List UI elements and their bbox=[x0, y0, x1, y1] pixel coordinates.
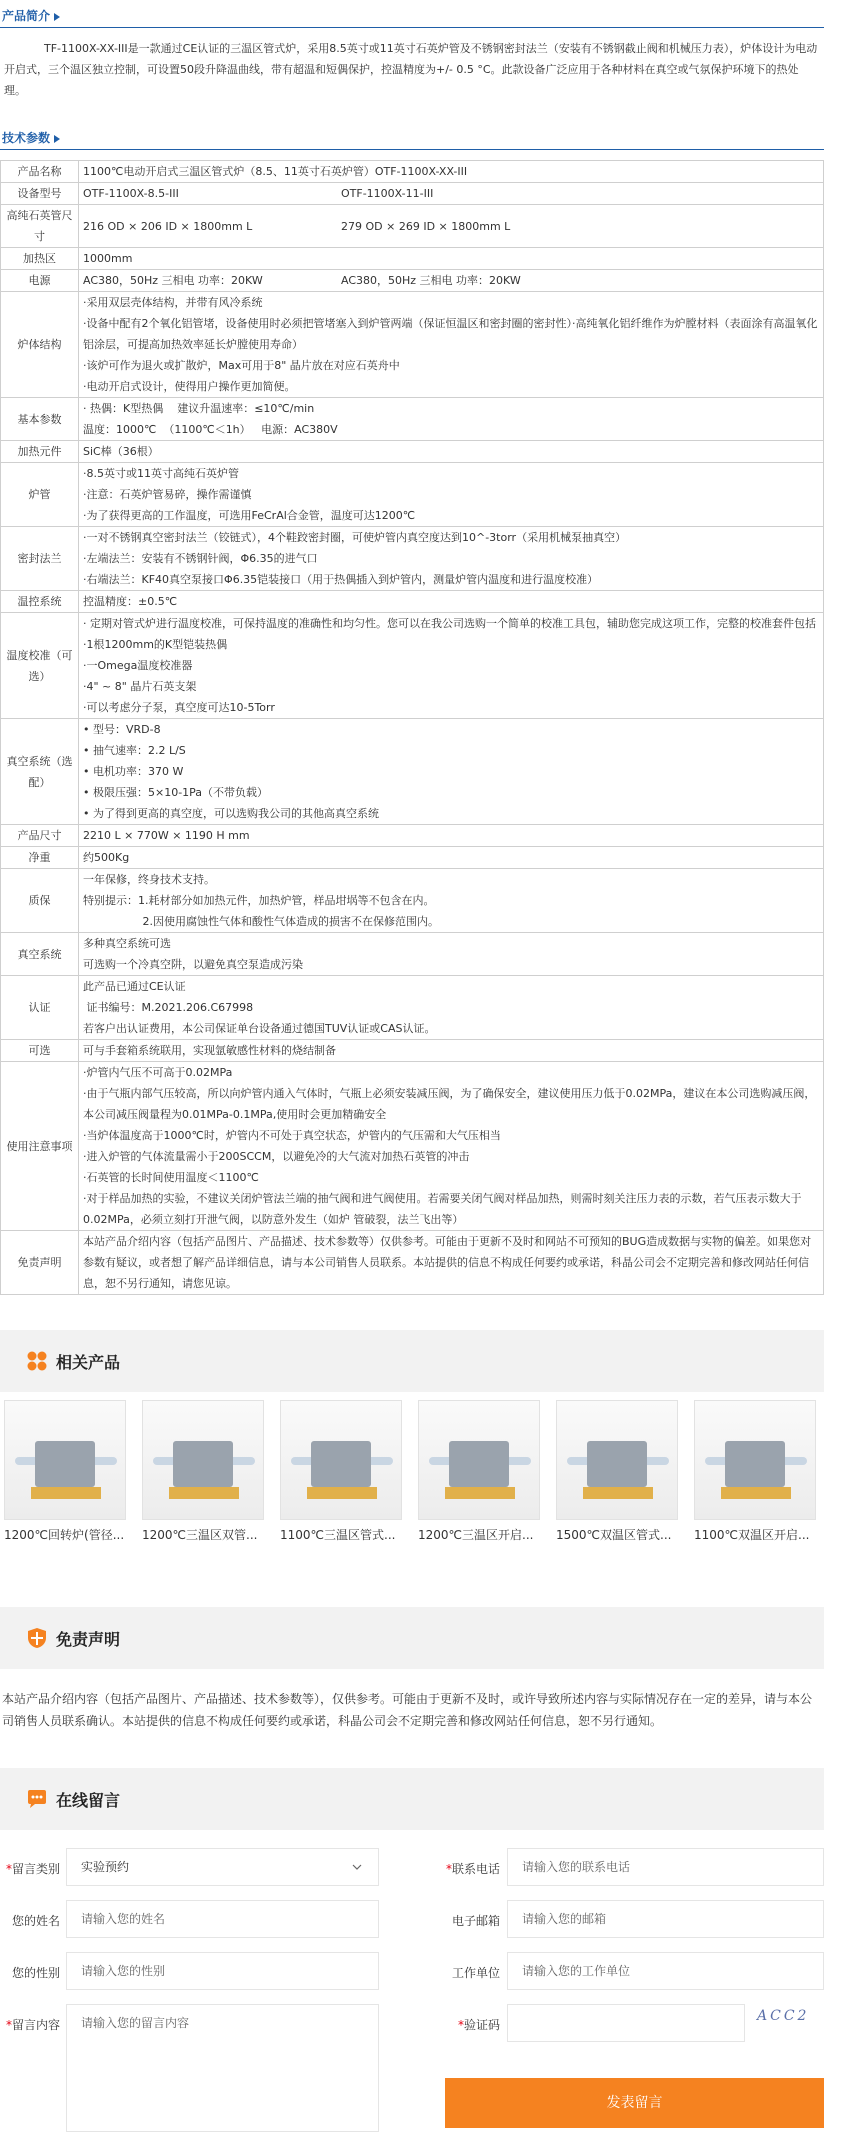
spec-key: 高纯石英管尺寸 bbox=[1, 205, 79, 248]
spec-row bbox=[1, 591, 824, 613]
related-products bbox=[4, 1400, 824, 1550]
spec-line: ·一对不锈钢真空密封法兰（铰链式），4个鞋跤密封圈，可使炉管内真空度达到10^-3torr（采用机械泵抽真空） bbox=[83, 531, 627, 544]
product-name[interactable]: 1100℃三温区管式... bbox=[280, 1528, 396, 1542]
spec-key: 炉管 bbox=[1, 463, 79, 527]
spec-value bbox=[79, 270, 824, 292]
product-image[interactable] bbox=[280, 1400, 402, 1520]
spec-line: ·一Omega温度校准器 bbox=[83, 659, 193, 672]
spec-key: 产品名称 bbox=[1, 161, 79, 183]
spec-row bbox=[1, 933, 824, 976]
disclaimer-title: 免责声明 bbox=[56, 1630, 121, 1649]
spec-line: ·设备中配有2个氧化铝管堵，设备使用时必须把管堵塞入到炉管两端（保证恒温区和密封圈的密封性）·高纯氧化铝纤维作为炉膛材料（表面涂有高温氧化铝涂层，可提高加热效率延长炉膛使用寿命） bbox=[83, 317, 818, 351]
captcha-label: *验证码 bbox=[457, 2018, 500, 2032]
spec-value: 1000mm bbox=[79, 248, 824, 270]
spec-row bbox=[1, 205, 824, 248]
spec-header bbox=[0, 122, 824, 150]
captcha-input[interactable] bbox=[507, 2004, 745, 2042]
intro-text: TF-1100X-XX-III是一款通过CE认证的三温区管式炉，采用8.5英寸或11英寸石英炉管及不锈钢密封法兰（安装有不锈钢截止阀和机械压力表），炉体设计为电动开启式，三个温区独立控制，可设置50段升降温曲线，带有超温和短偶保护，控温精度为+/- 0.5 °C。此款设备广泛应用于各种材料在真空或气氛保护环境下的热处理。 bbox=[4, 42, 818, 97]
spec-row bbox=[1, 1062, 824, 1231]
required-mark: * bbox=[5, 2018, 12, 2032]
spec-key: 温度校准（可选） bbox=[1, 613, 79, 719]
spec-line: ·采用双层壳体结构，并带有风冷系统 bbox=[83, 296, 263, 309]
spec-line: 证书编号：M.2021.206.C67998 bbox=[83, 1001, 254, 1014]
spec-line: ·1根1200mm的K型铠装热偶 bbox=[83, 638, 228, 651]
spec-value bbox=[79, 463, 824, 527]
spec-row bbox=[1, 847, 824, 869]
name-label: 您的姓名 bbox=[11, 1914, 60, 1928]
type-select[interactable]: 实验预约 bbox=[66, 1848, 379, 1886]
spec-value bbox=[79, 398, 824, 441]
product-name[interactable]: 1200℃三温区开启... bbox=[418, 1528, 534, 1542]
spec-row bbox=[1, 869, 824, 933]
spec-line: ·注意：石英炉管易碎，操作需谨慎 bbox=[83, 488, 252, 501]
spec-key: 加热区 bbox=[1, 248, 79, 270]
spec-key: 质保 bbox=[1, 869, 79, 933]
spec-row bbox=[1, 441, 824, 463]
spec-key: 设备型号 bbox=[1, 183, 79, 205]
required-mark: * bbox=[445, 1862, 452, 1876]
spec-value-b: AC380，50Hz 三相电 功率：20KW bbox=[341, 274, 521, 287]
spec-line: ·右端法兰：KF40真空泵接口Φ6.35铠装接口（用于热偶插入到炉管内，测量炉管内温度和进行温度校准） bbox=[83, 573, 599, 586]
disclaimer-text: 本站产品介绍内容（包括产品图片、产品描述、技术参数等），仅供参考。可能由于更新不及时，或许导致所述内容与实际情况存在一定的差异，请与本公司销售人员联系确认。本站提供的信息不构成任何要约或承诺，科晶公司会不定期完善和修改网站任何信息，恕不另行通知。 bbox=[2, 1692, 813, 1728]
spec-row bbox=[1, 161, 824, 183]
spec-line: 一年保修，终身技术支持。 bbox=[83, 873, 215, 886]
spec-value bbox=[79, 869, 824, 933]
spec-line: ·该炉可作为退火或扩散炉，Max可用于8" 晶片放在对应石英舟中 bbox=[83, 359, 400, 372]
required-mark: * bbox=[457, 2018, 464, 2032]
spec-line: · 热偶：K型热偶 建议升温速率：≤10℃/min bbox=[83, 402, 315, 415]
spec-value bbox=[79, 527, 824, 591]
spec-key: 真空系统（选配） bbox=[1, 719, 79, 825]
spec-value: 2210 L × 770W × 1190 H mm bbox=[79, 825, 824, 847]
phone-label: *联系电话 bbox=[445, 1862, 500, 1876]
product-name[interactable]: 1200℃回转炉(管径... bbox=[4, 1528, 125, 1542]
gender-label: 您的性别 bbox=[11, 1966, 60, 1980]
name-input[interactable]: 请输入您的姓名 bbox=[66, 1900, 379, 1938]
spec-value bbox=[79, 613, 824, 719]
spec-key: 认证 bbox=[1, 976, 79, 1040]
intro-section bbox=[0, 0, 824, 104]
spec-key: 加热元件 bbox=[1, 441, 79, 463]
spec-value: 控温精度：±0.5℃ bbox=[79, 591, 824, 613]
spec-value-a: AC380，50Hz 三相电 功率：20KW bbox=[83, 274, 263, 287]
spec-value: 1100℃电动开启式三温区管式炉（8.5、11英寸石英炉管）OTF-1100X-XX-III bbox=[79, 161, 824, 183]
gender-input[interactable]: 请输入您的性别 bbox=[66, 1952, 379, 1990]
product-card[interactable] bbox=[142, 1400, 266, 1543]
spec-line: ·由于气瓶内部气压较高，所以向炉管内通入气体时，气瓶上必须安装减压阀，为了确保安全，建议使用压力低于0.02MPa，建议在本公司选购减压阀，本公司减压阀量程为0.01MPa-0.1MPa,使用时会更加精确安全 bbox=[83, 1087, 816, 1121]
spec-row bbox=[1, 248, 824, 270]
spec-key: 基本参数 bbox=[1, 398, 79, 441]
spec-row bbox=[1, 270, 824, 292]
spec-row bbox=[1, 183, 824, 205]
related-title: 相关产品 bbox=[56, 1353, 121, 1372]
spec-value-b: 279 OD × 269 ID × 1800mm L bbox=[341, 219, 511, 233]
spec-line: 若客户出认证费用，本公司保证单台设备通过德国TUV认证或CAS认证。 bbox=[83, 1022, 436, 1035]
spec-value bbox=[79, 183, 824, 205]
spec-line: 特别提示：1.耗材部分如加热元件，加热炉管，样品坩埚等不包含在内。 bbox=[83, 894, 435, 907]
spec-value: 可与手套箱系统联用，实现氩敏感性材料的烧结制备 bbox=[79, 1040, 824, 1062]
spec-line: 此产品已通过CE认证 bbox=[83, 980, 186, 993]
spec-line: ·4" ~ 8" 晶片石英支架 bbox=[83, 680, 197, 693]
spec-line: ·进入炉管的气体流量需小于200SCCM，以避免冷的大气流对加热石英管的冲击 bbox=[83, 1150, 470, 1163]
spec-key: 可选 bbox=[1, 1040, 79, 1062]
spec-line: ·8.5英寸或11英寸高纯石英炉管 bbox=[83, 467, 239, 480]
email-input[interactable]: 请输入您的邮箱 bbox=[507, 1900, 824, 1938]
product-name[interactable]: 1500℃双温区管式... bbox=[556, 1528, 672, 1542]
product-image[interactable] bbox=[4, 1400, 126, 1520]
company-label: 工作单位 bbox=[451, 1966, 500, 1980]
spec-line: • 为了得到更高的真空度，可以选购我公司的其他高真空系统 bbox=[83, 807, 379, 820]
spec-value-b: OTF-1100X-11-III bbox=[341, 187, 434, 200]
spec-title: 技术参数 bbox=[2, 131, 51, 145]
spec-line: • 电机功率：370 W bbox=[83, 765, 184, 778]
spec-value: SiC棒（36根） bbox=[79, 441, 824, 463]
email-label: 电子邮箱 bbox=[451, 1914, 500, 1928]
spec-line: ·炉管内气压不可高于0.02MPa bbox=[83, 1066, 233, 1079]
spec-line: 2.因使用腐蚀性气体和酸性气体造成的损害不在保修范围内。 bbox=[83, 915, 439, 928]
spec-row bbox=[1, 976, 824, 1040]
intro-header bbox=[0, 0, 824, 28]
product-image[interactable] bbox=[418, 1400, 540, 1520]
spec-value bbox=[79, 976, 824, 1040]
spec-line: • 极限压强：5×10-1Pa（不带负载） bbox=[83, 786, 269, 799]
spec-row bbox=[1, 398, 824, 441]
type-label: *留言类别 bbox=[5, 1862, 60, 1876]
product-name[interactable]: 1200℃三温区双管... bbox=[142, 1528, 258, 1542]
spec-key: 免责声明 bbox=[1, 1231, 79, 1295]
spec-key: 温控系统 bbox=[1, 591, 79, 613]
spec-key: 净重 bbox=[1, 847, 79, 869]
spec-line: • 抽气速率：2.2 L/S bbox=[83, 744, 186, 757]
spec-key: 使用注意事项 bbox=[1, 1062, 79, 1231]
shield-icon bbox=[26, 1627, 48, 1649]
message-title: 在线留言 bbox=[56, 1791, 121, 1810]
spec-key: 电源 bbox=[1, 270, 79, 292]
spec-value: 本站产品介绍内容（包括产品图片、产品描述、技术参数等）仅供参考。可能由于更新不及时和网站不可预知的BUG造成数据与实物的偏差。如果您对参数有疑议，或者想了解产品详细信息，请与本公司销售人员联系。本站提供的信息不构成任何要约或承诺，科晶公司会不定期完善和修改网站任何信息，恕不另行通知，请您见谅。 bbox=[79, 1231, 824, 1295]
message-header bbox=[0, 1768, 824, 1830]
spec-value bbox=[79, 292, 824, 398]
spec-value: 约500Kg bbox=[79, 847, 824, 869]
product-image[interactable] bbox=[142, 1400, 264, 1520]
related-header bbox=[0, 1330, 824, 1392]
company-input[interactable]: 请输入您的工作单位 bbox=[507, 1952, 824, 1990]
product-name[interactable]: 1100℃双温区开启... bbox=[694, 1528, 810, 1542]
grid-icon bbox=[26, 1350, 48, 1372]
spec-line: 多种真空系统可选 bbox=[83, 937, 171, 950]
spec-table bbox=[0, 160, 824, 1295]
spec-value bbox=[79, 719, 824, 825]
spec-key: 密封法兰 bbox=[1, 527, 79, 591]
spec-line: ·对于样品加热的实验，不建议关闭炉管法兰端的抽气阀和进气阀使用。若需要关闭气阀对样品加热，则需时刻关注压力表的示数，若气压表示数大于0.02MPa，必须立刻打开泄气阀，以防意外发生（如炉 管破裂，法兰飞出等） bbox=[83, 1192, 802, 1226]
captcha-image[interactable]: ACC2 bbox=[757, 2008, 810, 2024]
product-card[interactable] bbox=[280, 1400, 404, 1543]
chevron-down-icon bbox=[352, 1863, 362, 1871]
spec-line: ·当炉体温度高于1000℃时，炉管内不可处于真空状态，炉管内的气压需和大气压相当 bbox=[83, 1129, 501, 1142]
spec-line: 温度：1000℃ （1100℃＜1h） 电源：AC380V bbox=[83, 423, 338, 436]
spec-value bbox=[79, 1062, 824, 1231]
product-card[interactable] bbox=[556, 1400, 680, 1543]
spec-line: ·电动开启式设计，使得用户操作更加简便。 bbox=[83, 380, 296, 393]
intro-title: 产品简介 bbox=[2, 9, 51, 23]
spec-key: 炉体结构 bbox=[1, 292, 79, 398]
spec-key: 真空系统 bbox=[1, 933, 79, 976]
spec-line: • 型号：VRD-8 bbox=[83, 723, 161, 736]
phone-input[interactable]: 请输入您的联系电话 bbox=[507, 1848, 824, 1886]
spec-value-a: 216 OD × 206 ID × 1800mm L bbox=[83, 219, 253, 233]
spec-key: 产品尺寸 bbox=[1, 825, 79, 847]
spec-line: ·可以考虑分子泵，真空度可达10-5Torr bbox=[83, 701, 275, 714]
spec-value-a: OTF-1100X-8.5-III bbox=[83, 187, 179, 200]
spec-row bbox=[1, 527, 824, 591]
spec-row bbox=[1, 1040, 824, 1062]
submit-button[interactable]: 发表留言 bbox=[445, 2078, 824, 2128]
spec-line: ·石英管的长时间使用温度＜1100℃ bbox=[83, 1171, 259, 1184]
product-image[interactable] bbox=[694, 1400, 816, 1520]
product-image[interactable] bbox=[556, 1400, 678, 1520]
spec-section bbox=[0, 122, 824, 1295]
spec-value bbox=[79, 933, 824, 976]
spec-row bbox=[1, 719, 824, 825]
spec-line: ·左端法兰：安装有不锈钢针阀，Φ6.35的进气口 bbox=[83, 552, 318, 565]
product-card[interactable] bbox=[4, 1400, 128, 1543]
spec-line: · 定期对管式炉进行温度校准，可保持温度的准确性和均匀性。您可以在我公司选购一个简单的校准工具包，辅助您完成这项工作，完整的校准套件包括 bbox=[83, 617, 816, 630]
spec-row bbox=[1, 292, 824, 398]
message-label: *留言内容 bbox=[5, 2018, 60, 2032]
spec-value bbox=[79, 205, 824, 248]
product-card[interactable] bbox=[694, 1400, 818, 1543]
required-mark: * bbox=[5, 1862, 12, 1876]
spec-row bbox=[1, 825, 824, 847]
chat-bubble-icon bbox=[26, 1788, 48, 1810]
spec-row bbox=[1, 463, 824, 527]
triangle-right-icon bbox=[54, 135, 60, 143]
triangle-right-icon bbox=[54, 13, 60, 21]
spec-line: ·为了获得更高的工作温度，可选用FeCrAl合金管，温度可达1200℃ bbox=[83, 509, 416, 522]
spec-row bbox=[1, 613, 824, 719]
message-textarea[interactable]: 请输入您的留言内容 bbox=[66, 2004, 379, 2132]
spec-row bbox=[1, 1231, 824, 1295]
disclaimer-header bbox=[0, 1607, 824, 1669]
product-card[interactable] bbox=[418, 1400, 542, 1543]
spec-line: 可选购一个冷真空阱，以避免真空泵造成污染 bbox=[83, 958, 303, 971]
